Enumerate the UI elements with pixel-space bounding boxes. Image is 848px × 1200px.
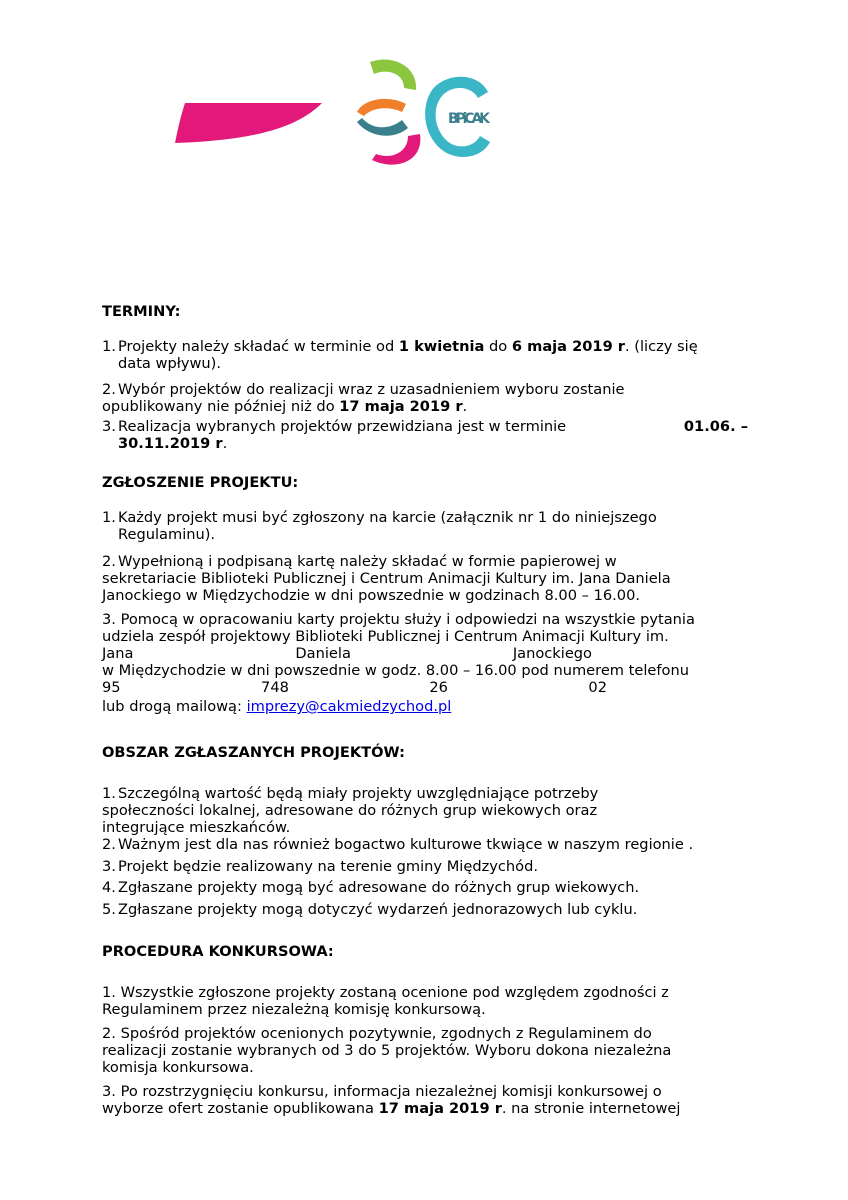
- terminy-item-1: 1. Projekty należy składać w terminie od 1 kwietnia do 6 maja 2019 r. (liczy się data wpływu).: [102, 338, 698, 372]
- section-heading-terminy: TERMINY:: [102, 303, 181, 320]
- obszar-item-1: 1. Szczególną wartość będą miały projekty uwzględniające potrzeby społeczności lokalnej, adresowane do różnych grup wiekowych oraz integrujące mieszkańców.: [102, 785, 599, 836]
- obszar-item-2: 2. Ważnym jest dla nas również bogactwo kulturowe tkwiące w naszym regionie .: [102, 836, 694, 853]
- procedura-item-2: 2. Spośród projektów ocenionych pozytywnie, zgodnych z Regulaminem do realizacji zostanie wybranych od 3 do 5 projektów. Wyboru dokona niezależna komisja konkursowa.: [102, 1025, 672, 1076]
- obszar-item-3: 3. Projekt będzie realizowany na terenie gminy Międzychód.: [102, 858, 538, 875]
- zgloszenie-item-2: 2. Wypełnioną i podpisaną kartę należy składać w formie papierowej w sekretariacie Biblioteki Publicznej i Centrum Animacji Kultury im. Jana Daniela Janockiego w Międzychodzie w dni powszednie w godzinach 8.00 – 16.00.: [102, 553, 671, 604]
- teal-arc: [357, 118, 408, 136]
- procedura-item-1: 1. Wszystkie zgłoszone projekty zostaną ocenione pod względem zgodności z Regulaminem przez niezależną komisję konkursową.: [102, 984, 669, 1018]
- email-link[interactable]: imprezy@cakmiedzychod.pl: [246, 698, 452, 715]
- obszar-item-5: 5. Zgłaszane projekty mogą dotyczyć wydarzeń jednorazowych lub cyklu.: [102, 901, 638, 918]
- section-heading-procedura: PROCEDURA KONKURSOWA:: [102, 943, 334, 960]
- zgloszenie-item-3: 3. Pomocą w opracowaniu karty projektu służy i odpowiedzi na wszystkie pytania udziela zespół projektowy Biblioteki Publicznej i Centrum Animacji Kultury im. Jana Daniela Janockiego w Międzychodzie w dni powszednie w godz. 8.00 – 16.00 pod numerem telefonu 95 748 26 02 lub drogą mailową: imprezy@cakmiedzychod.pl: [102, 611, 695, 715]
- logo-text: BPiCAK: [448, 111, 490, 127]
- magenta-arc: [372, 134, 420, 165]
- section-heading-obszar: OBSZAR ZGŁASZANYCH PROJEKTÓW:: [102, 744, 406, 761]
- terminy-item-3: 3. Realizacja wybranych projektów przewidziana jest w terminie 01.06. – 30.11.2019 r.: [102, 418, 748, 452]
- section-heading-zgloszenie: ZGŁOSZENIE PROJEKTU:: [102, 474, 299, 491]
- terminy-item-2: 2. Wybór projektów do realizacji wraz z uzasadnieniem wyboru zostanie opublikowany nie później niż do 17 maja 2019 r.: [102, 381, 625, 415]
- orange-arc: [357, 99, 406, 116]
- pink-swoosh: [175, 103, 322, 143]
- bpicak-logo: [0, 0, 848, 200]
- obszar-item-4: 4. Zgłaszane projekty mogą być adresowane do różnych grup wiekowych.: [102, 879, 640, 896]
- procedura-item-3: 3. Po rozstrzygnięciu konkursu, informacja niezależnej komisji konkursowej o wyborze ofert zostanie opublikowana 17 maja 2019 r. na stronie internetowej: [102, 1083, 681, 1117]
- zgloszenie-item-1: 1. Każdy projekt musi być zgłoszony na karcie (załącznik nr 1 do niniejszego Regulaminu).: [102, 509, 657, 543]
- green-arc: [370, 60, 416, 90]
